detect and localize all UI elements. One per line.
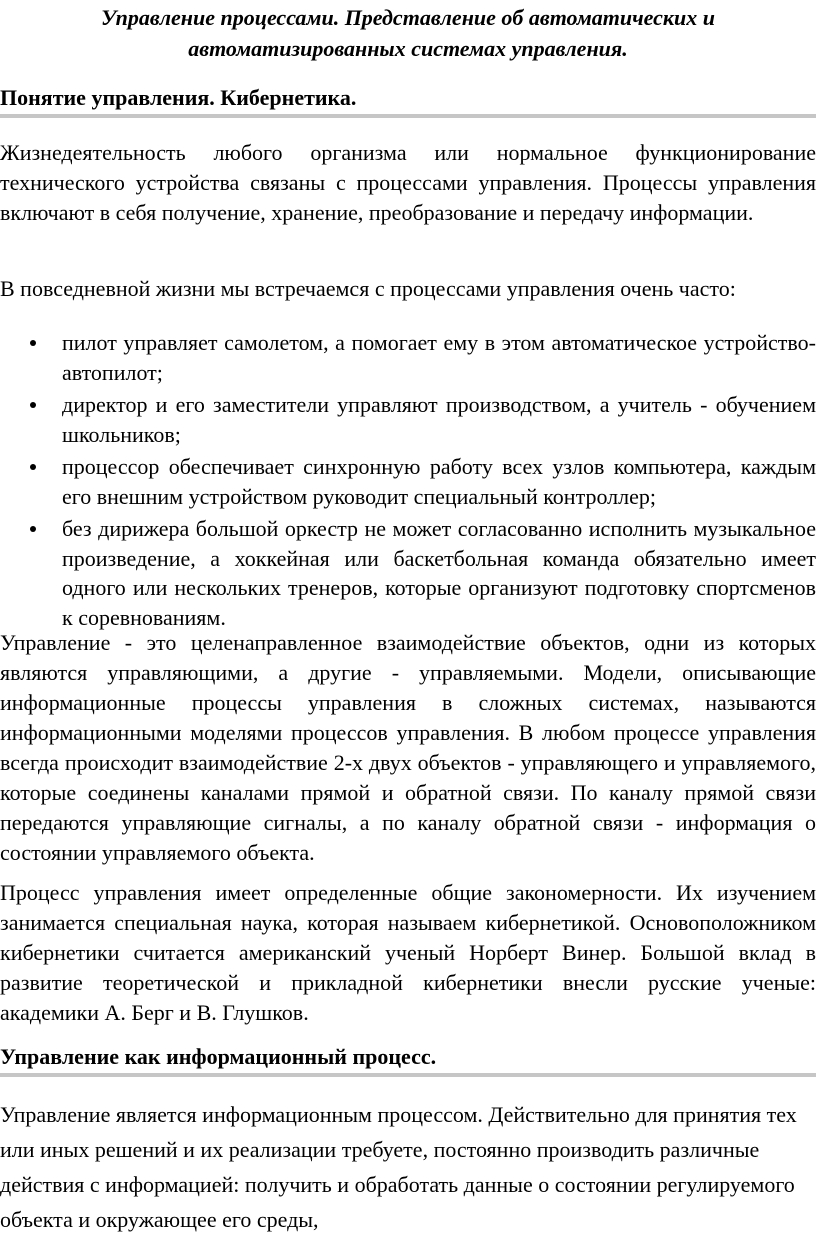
list-item [0, 328, 816, 387]
list-item [0, 514, 816, 632]
list-item-text: процессор обеспечивает синхронную работу всех узлов компьютера, каждым его внешним устройством руководит специальный контроллер; [62, 454, 816, 509]
list-item [0, 452, 816, 511]
bullet-icon [30, 464, 36, 470]
section-heading-information-process: Управление как информационный процесс. [0, 1043, 816, 1077]
paragraph-cybernetics: Процесс управления имеет определенные общие закономерности. Их изучением занимается специальная наука, которая называем кибернетикой. Основоположником кибернетики считается американский ученый Норберт Винер. Большой вклад в развитие теоретической и прикладной кибернетики внесли русские ученые: академики А. Берг и В. Глушков. [0, 880, 816, 1025]
paragraph-everyday: В повседневной жизни мы встречаемся с процессами управления очень часто: [0, 276, 736, 301]
paragraph-information-process: Управление является информационным процессом. Действительно для принятия тех или иных решений и их реализации требуете, постоянно производить различные действия с информацией: получить и обработать данные о состоянии регулируемого объекта и окружающее его среды, [0, 1102, 797, 1232]
list-item-text: пилот управляет самолетом, а помогает ему в этом автоматическое устройство- автопилот; [62, 330, 816, 385]
list-item-text: директор и его заместители управляют производством, а учитель - обучением школьников; [62, 392, 816, 447]
examples-list [0, 328, 816, 635]
bullet-icon [30, 402, 36, 408]
list-item-text: без дирижера большой оркестр не может согласованно исполнить музыкальное произведение, а хоккейная или баскетбольная команда обязательно имеет одного или нескольких тренеров, которые организуют подготовку спортсменов к соревнованиям. [62, 516, 816, 630]
section-heading-cybernetics: Понятие управления. Кибернетика. [0, 84, 816, 118]
paragraph-intro: Жизнедеятельность любого организма или нормальное функционирование технического устройства связаны с процессами управления. Процессы управления включают в себя получение, хранение, преобразование и передачу информации. [0, 140, 816, 225]
bullet-icon [30, 340, 36, 346]
paragraph-control-definition: Управление - это целенаправленное взаимодействие объектов, одни из которых являются управляющими, а другие - управляемыми. Модели, описывающие информационные процессы управления в сложных системах, называются информационными моделями процессов управления. В любом процессе управления всегда происходит взаимодействие 2-х двух объектов - управляющего и управляемого, которые соединены каналами прямой и обратной связи. По каналу прямой связи передаются управляющие сигналы, а по каналу обратной связи - информация о состоянии управляемого объекта. [0, 630, 816, 865]
document-title: Управление процессами. Представление об автоматических и автоматизированных системах управления. [100, 5, 716, 61]
bullet-icon [30, 526, 36, 532]
list-item [0, 390, 816, 449]
